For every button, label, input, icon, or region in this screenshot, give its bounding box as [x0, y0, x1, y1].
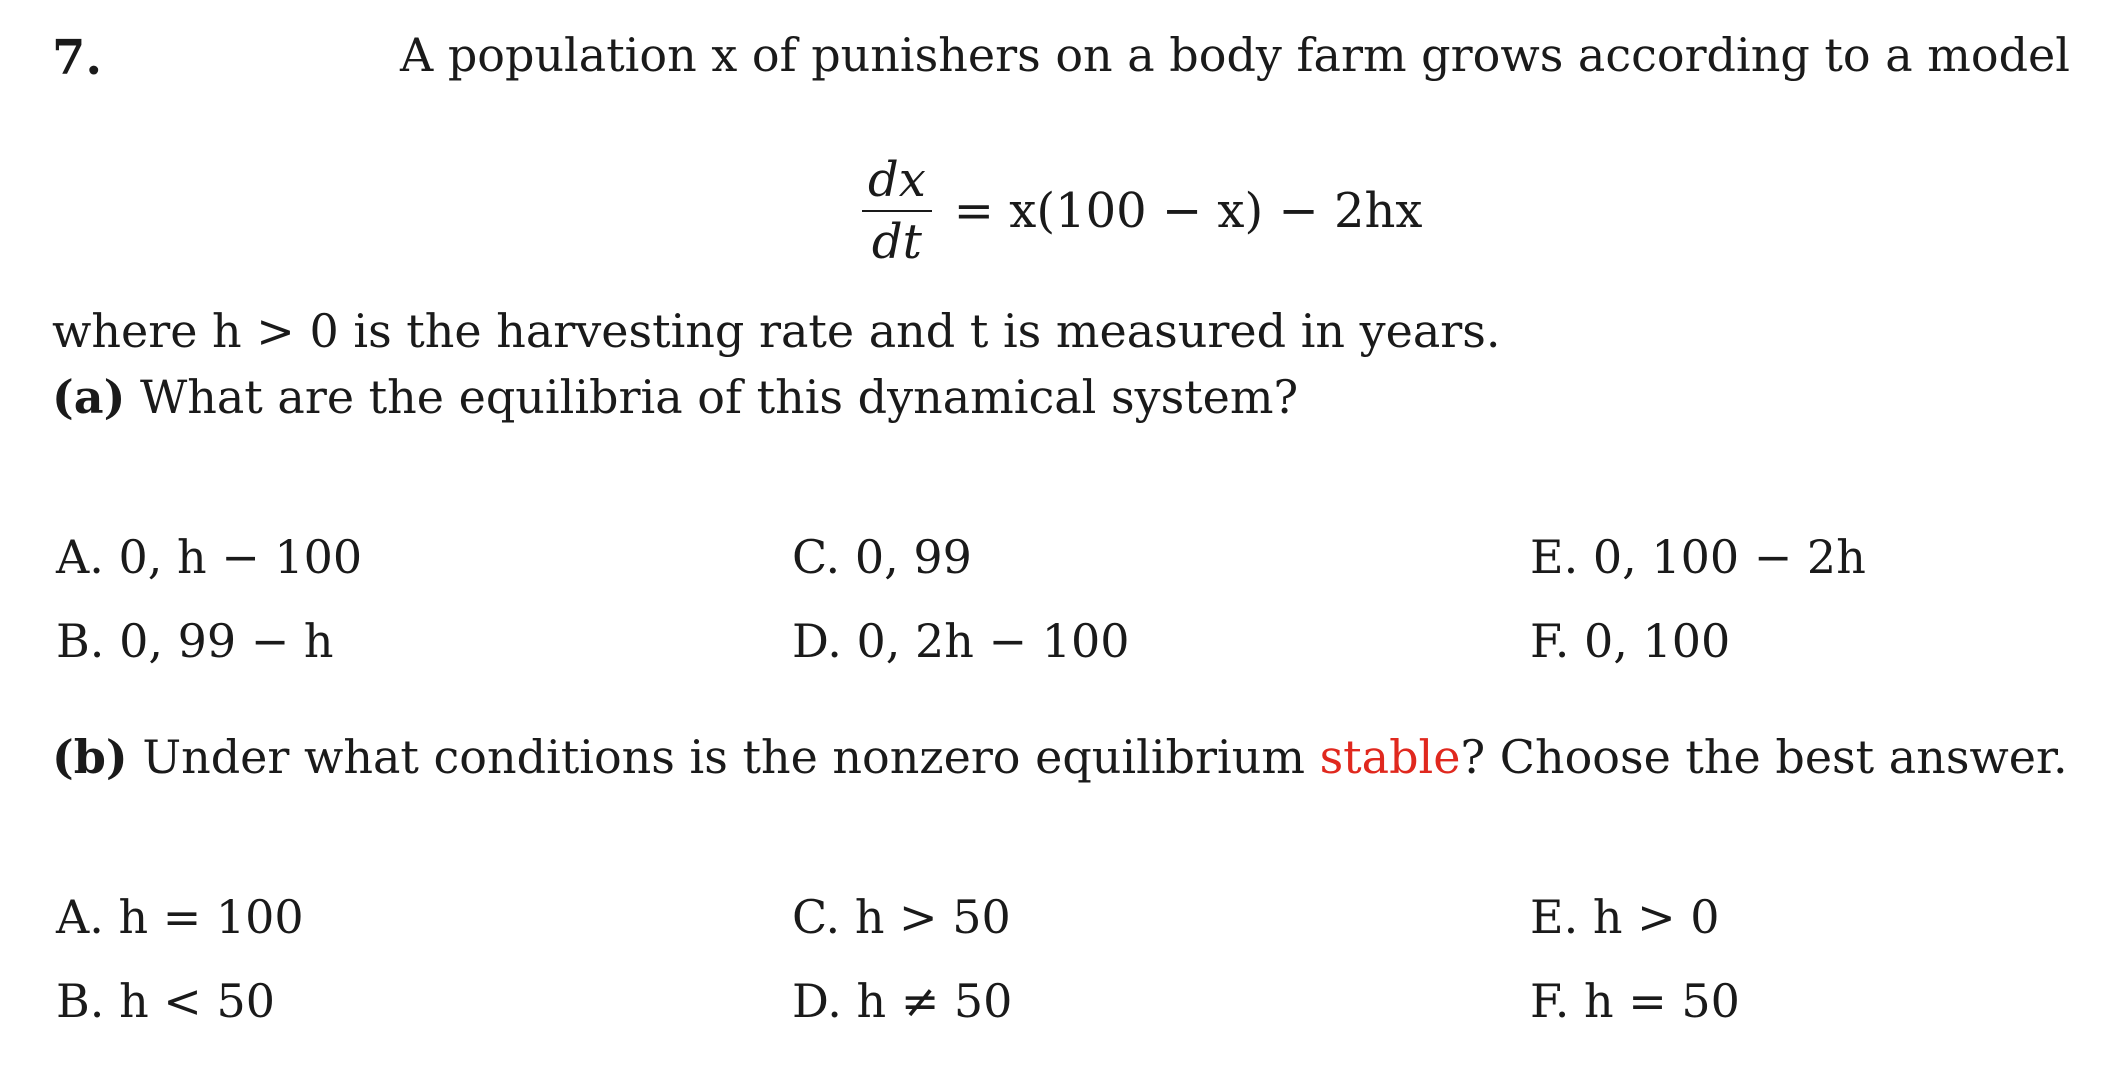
option-text: h = 50 [1584, 974, 1740, 1028]
option-text: 0, 100 [1584, 614, 1731, 668]
option-text: 0, 2h − 100 [856, 614, 1130, 668]
part-b-option-f[interactable] [1530, 974, 1740, 1028]
part-a-option-d[interactable] [792, 614, 1130, 668]
equation-rhs: = x(100 − x) − 2hx [953, 183, 1423, 239]
option-text: h ≠ 50 [856, 974, 1013, 1028]
option-letter: B. [56, 614, 105, 668]
option-text: 0, 99 − h [119, 614, 334, 668]
option-text: h > 50 [854, 890, 1011, 944]
option-text: h = 100 [118, 890, 304, 944]
part-b-label: (b) [52, 730, 128, 784]
option-letter: E. [1530, 530, 1579, 584]
part-b-text-before: Under what conditions is the nonzero equilibrium [142, 730, 1305, 784]
part-a-option-a[interactable] [56, 530, 362, 584]
option-letter: C. [792, 530, 841, 584]
part-b-option-b[interactable] [56, 974, 275, 1028]
where-line: where h > 0 is the harvesting rate and t is measured in years. [52, 304, 1501, 358]
derivative-fraction [862, 152, 932, 270]
part-b-option-e[interactable] [1530, 890, 1720, 944]
option-text: 0, h − 100 [118, 530, 363, 584]
problem-intro: A population x of punishers on a body farm grows according to a model [400, 28, 2070, 82]
part-a-question [52, 370, 1298, 424]
option-text: 0, 100 − 2h [1592, 530, 1866, 584]
option-letter: E. [1530, 890, 1579, 944]
option-letter: D. [792, 614, 842, 668]
differential-equation [862, 146, 1422, 276]
part-a-option-c[interactable] [792, 530, 972, 584]
fraction-numerator: dx [862, 156, 932, 212]
option-letter: B. [56, 974, 105, 1028]
part-b-option-c[interactable] [792, 890, 1011, 944]
part-a-text: What are the equilibria of this dynamical system? [139, 370, 1299, 424]
option-text: 0, 99 [854, 530, 972, 584]
part-b-highlight: stable [1319, 730, 1461, 784]
option-letter: D. [792, 974, 842, 1028]
part-a-label: (a) [52, 370, 126, 424]
option-letter: A. [56, 530, 104, 584]
part-b-question [52, 730, 2068, 784]
part-a-option-b[interactable] [56, 614, 334, 668]
option-letter: F. [1530, 974, 1570, 1028]
option-letter: C. [792, 890, 841, 944]
part-a-option-f[interactable] [1530, 614, 1730, 668]
option-letter: F. [1530, 614, 1570, 668]
fraction-denominator: dt [871, 214, 922, 270]
part-b-text-after: ? Choose the best answer. [1460, 730, 2068, 784]
option-letter: A. [56, 890, 104, 944]
part-b-option-a[interactable] [56, 890, 304, 944]
part-b-option-d[interactable] [792, 974, 1012, 1028]
part-a-option-e[interactable] [1530, 530, 1866, 584]
option-text: h > 0 [1592, 890, 1720, 944]
option-text: h < 50 [119, 974, 276, 1028]
problem-number: 7. [52, 30, 103, 86]
